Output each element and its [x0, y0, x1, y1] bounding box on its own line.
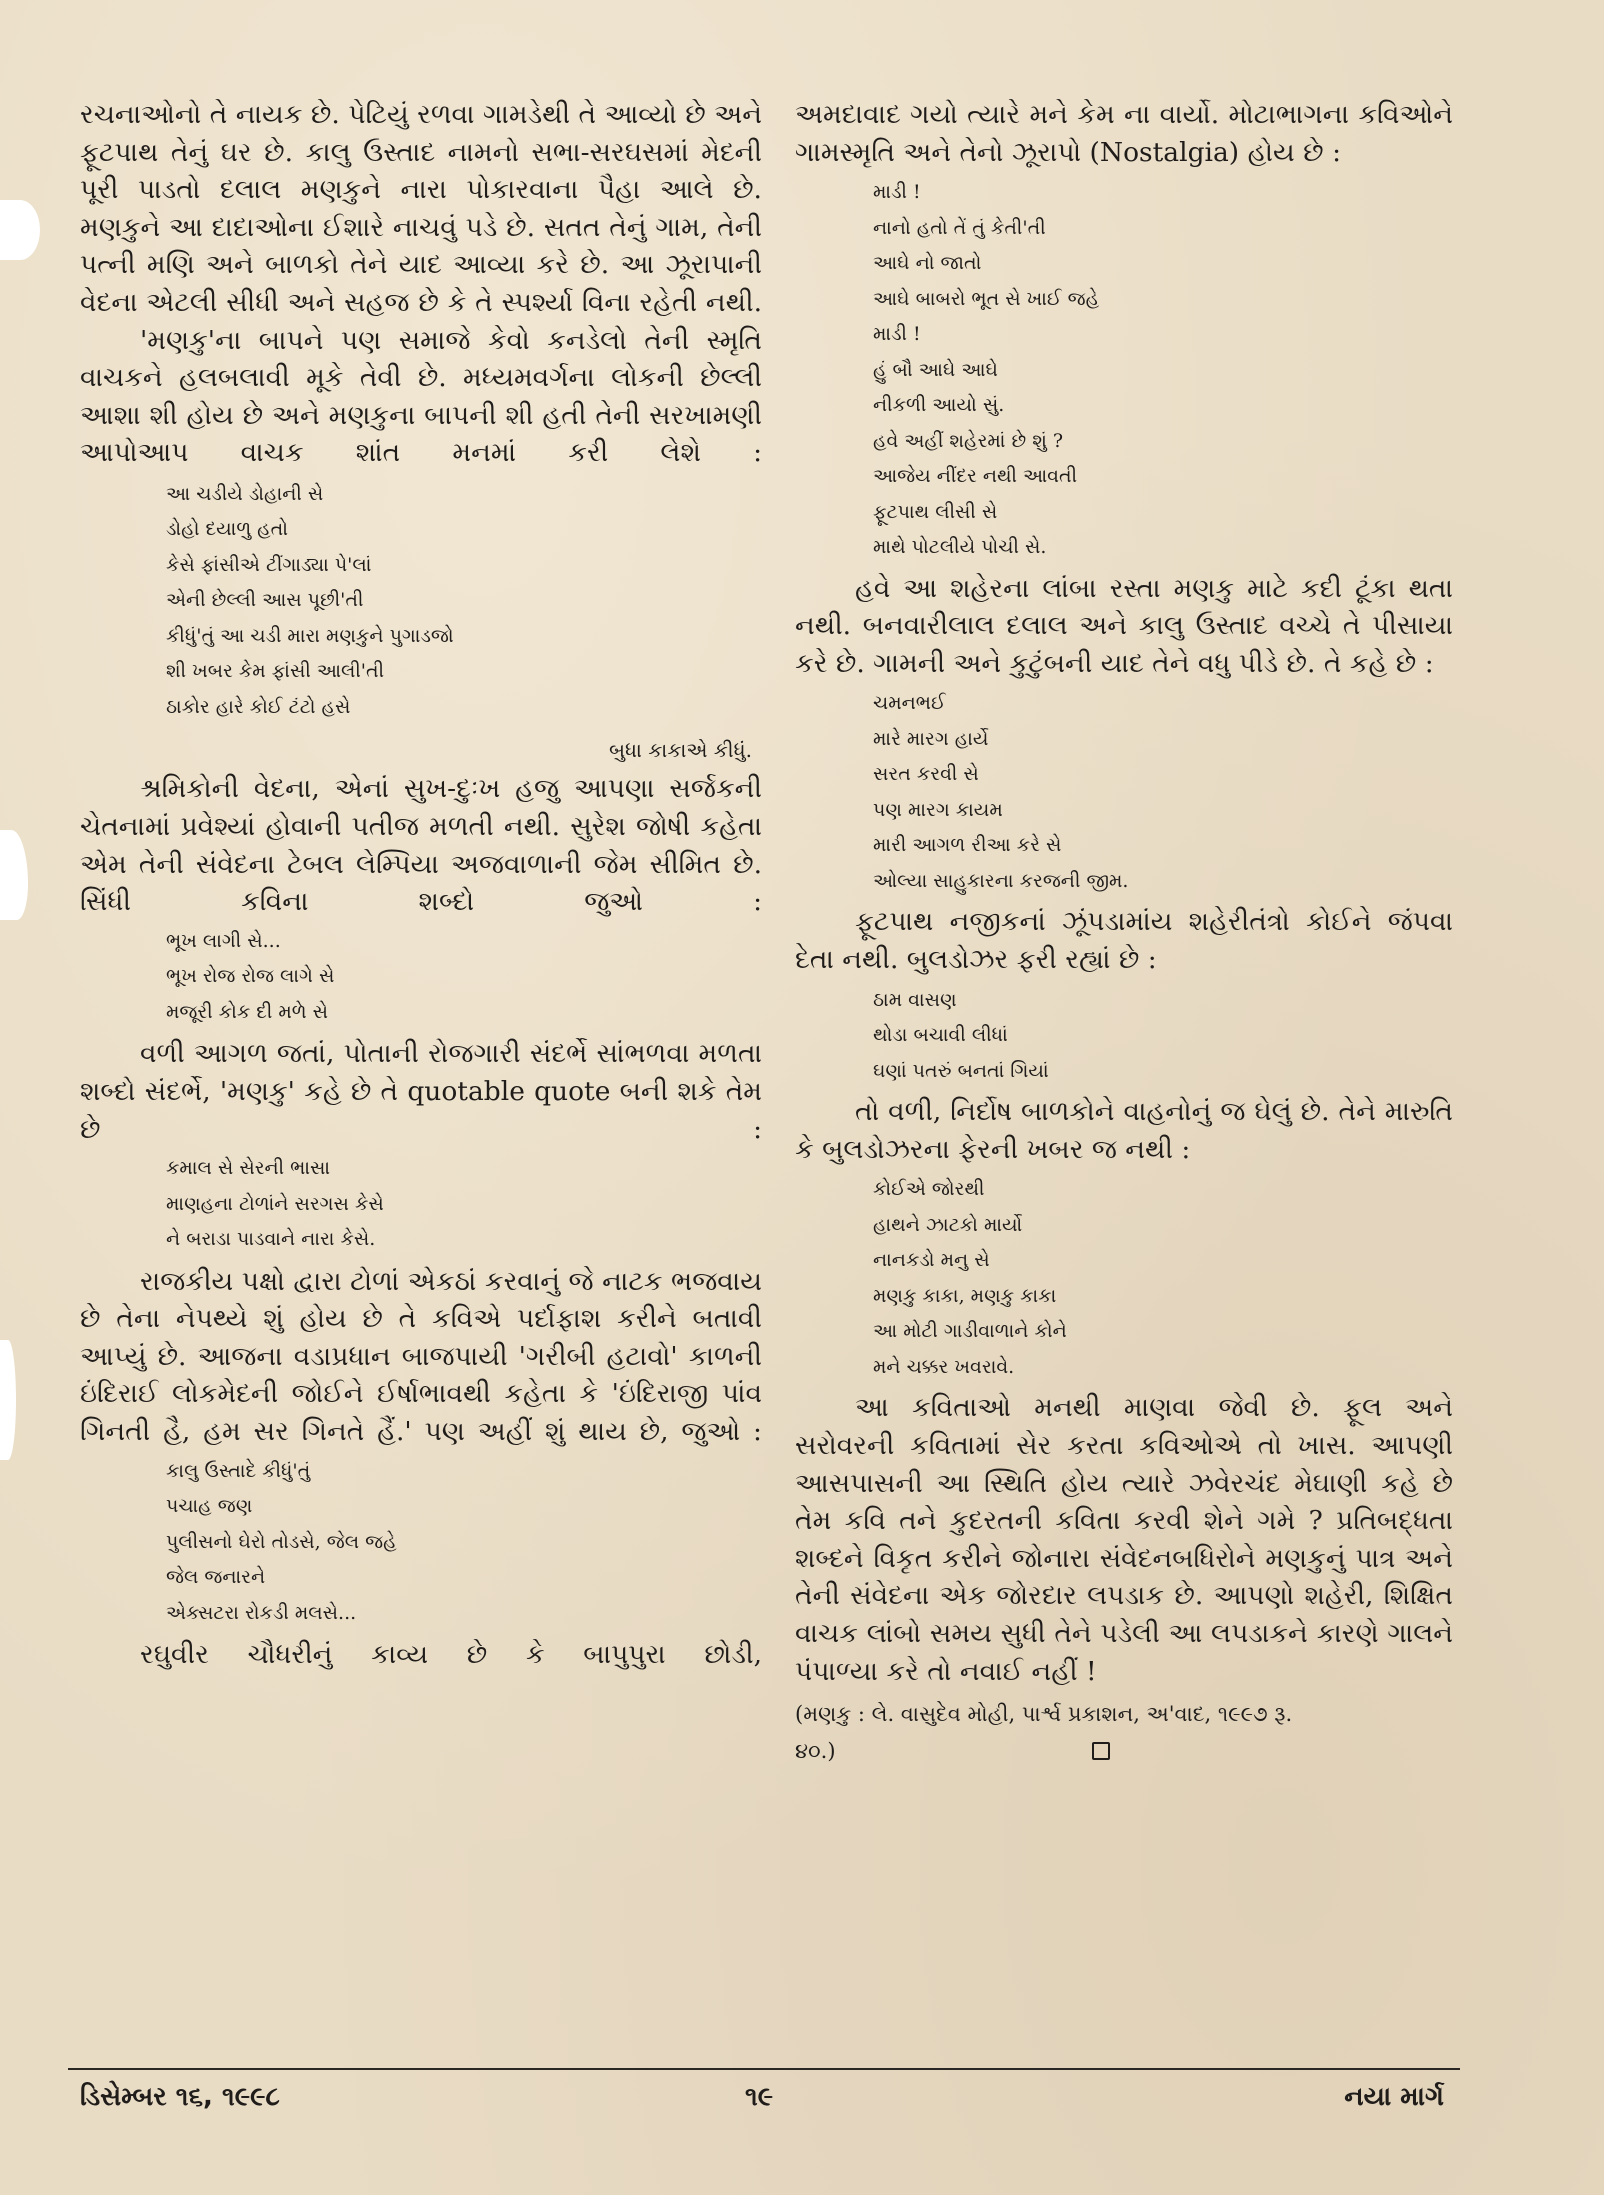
left-paragraph-1: રચનાઓનો તે નાયક છે. પેટિયું રળવા ગામડેથી તે આવ્યો છે અને ફૂટપાથ તેનું ઘર છે. કાલુ ઉસ્તાદ નામનો સભા-સરઘસમાં મેદની પૂરી પાડતો દલાલ મણકુને નારા પોકારવાના પૈહા આલે છે. મણકુને આ દાદાઓના ઈશારે નાચવું પડે છે. સતત તેનું ગામ, તેની પત્ની મણિ અને બાળકો તેને યાદ આવ્યા કરે છે. આ ઝૂરાપાની વેદના એટલી સીધી અને સહજ છે કે તે સ્પર્શ્યા વિના રહેતી નથી. [80, 99, 762, 318]
end-of-article-square-icon [1092, 1742, 1110, 1760]
verse-line: હું બૌ આઘે આઘે [873, 358, 998, 381]
verse-line: આઘે નો જાતો [873, 252, 982, 275]
verse-line: હાથને ઝાટકો માર્યો [873, 1213, 1023, 1236]
verse-line: એક્સટરા રોકડી મલસે... [166, 1601, 357, 1624]
verse-line: પણ મારગ કાયમ [873, 798, 1003, 821]
verse-line: મજૂરી કોક દી મળે સે [166, 1000, 329, 1023]
right-verse-1 [873, 171, 1453, 570]
verse-line: નીકળી આયો સું. [873, 394, 1005, 417]
verse-line: આજેય નીંદર નથી આવતી [873, 465, 1078, 488]
verse-line: કાલુ ઉસ્તાદે કીધું'તું [166, 1459, 311, 1482]
right-verse-4 [873, 1168, 1453, 1389]
right-paragraph-2: હવે આ શહેરના લાંબા રસ્તા મણકુ માટે કદી ટૂંકા થતા નથી. બનવારીલાલ દલાલ અને કાલુ ઉસ્તાદ વચ્ચે તે પીસાયા કરે છે. ગામની અને કુટુંબની યાદ તેને વધુ પીડે છે. તે કહે છે : [795, 572, 1453, 679]
verse-line: ભૂખ રોજ રોજ લાગે સે [166, 965, 335, 988]
source-line-1: (મણકુ : લે. વાસુદેવ મોહી, પાર્શ્વ પ્રકાશન, અ'વાદ, ૧૯૯૭ રૂ. [795, 1702, 1293, 1727]
verse-line: સરત કરવી સે [873, 763, 979, 786]
verse-line: ઘણાં પતરું બનતાં ગિયાં [873, 1059, 1049, 1082]
source-line-2-wrap [795, 1733, 1453, 1770]
verse-line: ચમનભઈ [873, 692, 946, 715]
left-verse-2 [166, 921, 762, 1036]
verse-line: કમાલ સે સેરની ભાસા [166, 1157, 331, 1180]
verse-line: ઠાકોર હારે કોઈ ટંટો હસે [166, 695, 351, 718]
verse-line: કેસે ફાંસીએ ટીંગાડ્યા પે'લાં [166, 553, 372, 576]
verse-line: કીધું'તું આ ચડી મારા મણકુને પુગાડજો [166, 624, 454, 647]
verse-line: પુલીસનો ઘેરો તોડસે, જેલ જહે [166, 1530, 397, 1553]
source-line-2: ૪૦.) [795, 1739, 836, 1764]
verse-line: આ ચડીયે ડોહાની સે [166, 482, 324, 505]
verse-line: માડી ! [873, 323, 921, 346]
footer-page-number: ૧૯ [745, 2082, 774, 2112]
right-paragraph-3: ફૂટપાથ નજીકનાં ઝૂંપડામાંય શહેરીતંત્રો કોઈને જંપવા દેતા નથી. બુલડોઝર ફરી રહ્યાં છે : [795, 906, 1453, 976]
right-verse-3 [873, 979, 1453, 1094]
verse-line: માથે પોટલીયે પોચી સે. [873, 536, 1047, 559]
verse-line: નાનકડો મનુ સે [873, 1249, 990, 1272]
verse-line: માણહના ટોળાંને સરગસ કેસે [166, 1192, 384, 1215]
left-paragraph-2: 'મણકુ'ના બાપને પણ સમાજે કેવો કનડેલો તેની સ્મૃતિ વાચકને હલબલાવી મૂકે તેવી છે. મધ્યમવર્ગના લોકની છેલ્લી આશા શી હોય છે અને મણકુના બાપની શી હતી તેની સરખામણી આપોઆપ વાચક શાંત મનમાં કરી લેશે : [80, 324, 762, 469]
verse-line: મારી આગળ રીઆ કરે સે [873, 834, 1062, 857]
left-verse-4 [166, 1451, 762, 1637]
left-paragraph-5: રાજકીય પક્ષો દ્વારા ટોળાં એકઠાં કરવાનું જે નાટક ભજવાય છે તેના નેપથ્યે શું હોય છે તે કવિએ પર્દાફાશ કરીને બતાવી આપ્યું છે. આજના વડાપ્રધાન બાજપાયી 'ગરીબી હટાવો' કાળની ઇંદિરાઈ લોકમેદની જોઈને ઈર્ષાભાવથી કહેતા કે 'ઇંદિરાજી પાંવ ગિનતી હૈ, હમ સર ગિનતે હૈં.' પણ અહીં શું થાય છે, જુઓ : [80, 1265, 762, 1447]
verse-line: ફૂટપાથ લીસી સે [873, 500, 998, 523]
verse-line: શી ખબર કેમ ફાંસી આલી'તી [166, 660, 385, 683]
verse-line: મને ચક્કર ખવરાવે. [873, 1355, 1015, 1378]
right-paragraph-5: આ કવિતાઓ મનથી માણવા જેવી છે. ફૂલ અને સરોવરની કવિતામાં સેર કરતા કવિઓએ તો ખાસ. આપણી આસપાસની આ સ્થિતિ હોય ત્યારે ઝવેરચંદ મેઘાણી કહે છે તેમ કવિ તને કુદરતની કવિતા કરવી શેને ગમે ? પ્રતિબદ્ધતા શબ્દને વિકૃત કરીને જોનારા સંવેદનબધિરોને મણકુનું પાત્ર અને તેની સંવેદના એક જોરદાર લપડાક છે. આપણો શહેરી, શિક્ષિત વાચક લાંબો સમય સુધી તેને પડેલી આ લપડાકને કારણે ગાલને પંપાળ્યા કરે તો નવાઈ નહીં ! [795, 1392, 1453, 1687]
verse-line: ને બરાડા પાડવાને નારા કેસે. [166, 1228, 376, 1251]
left-paragraph-3: શ્રમિકોની વેદના, એનાં સુખ-દુઃખ હજુ આપણા સર્જકની ચેતનામાં પ્રવેશ્યાં હોવાની પતીજ મળતી નથી. સુરેશ જોષી કહેતા એમ તેની સંવેદના ટેબલ લેમ્પિયા અજવાળાની જેમ સીમિત છે. સિંધી કવિના શબ્દો જુઓ : [80, 773, 762, 918]
left-paragraph-4: વળી આગળ જતાં, પોતાની રોજગારી સંદર્ભે સાંભળવા મળતા શબ્દો સંદર્ભે, 'મણકુ' કહે છે તે quotable quote બની શકે તેમ છે : [80, 1038, 762, 1145]
verse-line: માડી ! [873, 181, 921, 204]
verse-line: ડોહો દયાળુ હતો [166, 518, 289, 541]
footer-date: ડિસેમ્બર ૧૬, ૧૯૯૮ [80, 2082, 280, 2112]
left-paragraph-6: રઘુવીર ચૌધરીનું કાવ્ય છે કે બાપુપુરા છોડી, [140, 1639, 762, 1671]
right-verse-2 [873, 682, 1453, 903]
verse-line: આઘે બાબરો ભૂત સે ખાઈ જહે [873, 287, 1100, 310]
verse-line: ઓલ્યા સાહુકારના કરજની જીમ. [873, 869, 1129, 892]
verse-line: હવે અહીં શહેરમાં છે શું ? [873, 429, 1064, 452]
verse-line: મારે મારગ હાર્યે [873, 727, 989, 750]
left-column [80, 96, 762, 1674]
footer-publication: નયા માર્ગ [1344, 2082, 1444, 2112]
verse-line: એની છેલ્લી આસ પૂછી'તી [166, 589, 364, 612]
left-verse-1 [166, 472, 762, 731]
verse-line: નાનો હતો તેં તું કેતી'તી [873, 216, 1046, 239]
paper-tear-mark [0, 200, 40, 260]
verse-line: પચાહ જણ [166, 1495, 253, 1518]
verse-line: થોડા બચાવી લીધાં [873, 1024, 1008, 1047]
footer-rule [68, 2068, 1460, 2070]
source-citation [795, 1696, 1453, 1770]
paper-tear-mark [0, 1340, 16, 1460]
verse-line: કોઈએ જોરથી [873, 1178, 985, 1201]
right-column [795, 96, 1453, 1770]
right-paragraph-4: તો વળી, નિર્દોષ બાળકોને વાહનોનું જ ઘેલું છે. તેને મારુતિ કે બુલડોઝરના ફેરની ખબર જ નથી : [795, 1096, 1453, 1165]
left-verse-3 [166, 1148, 762, 1263]
right-paragraph-1: અમદાવાદ ગયો ત્યારે મને કેમ ના વાર્યો. મોટાભાગના કવિઓને ગામસ્મૃતિ અને તેનો ઝૂરાપો (Nostalgia) હોય છે : [795, 99, 1453, 168]
paper-tear-mark [0, 830, 28, 920]
verse-line: મણકુ કાકા, મણકુ કાકા [873, 1284, 1057, 1307]
verse-line: આ મોટી ગાડીવાળાને કોને [873, 1320, 1067, 1343]
verse-line: જેલ જનારને [166, 1566, 266, 1589]
verse-line: ઠામ વાસણ [873, 988, 957, 1011]
verse-attribution: બુધા કાકાએ કીધું. [608, 738, 752, 763]
verse-line: ભૂખ લાગી સે... [166, 929, 281, 952]
